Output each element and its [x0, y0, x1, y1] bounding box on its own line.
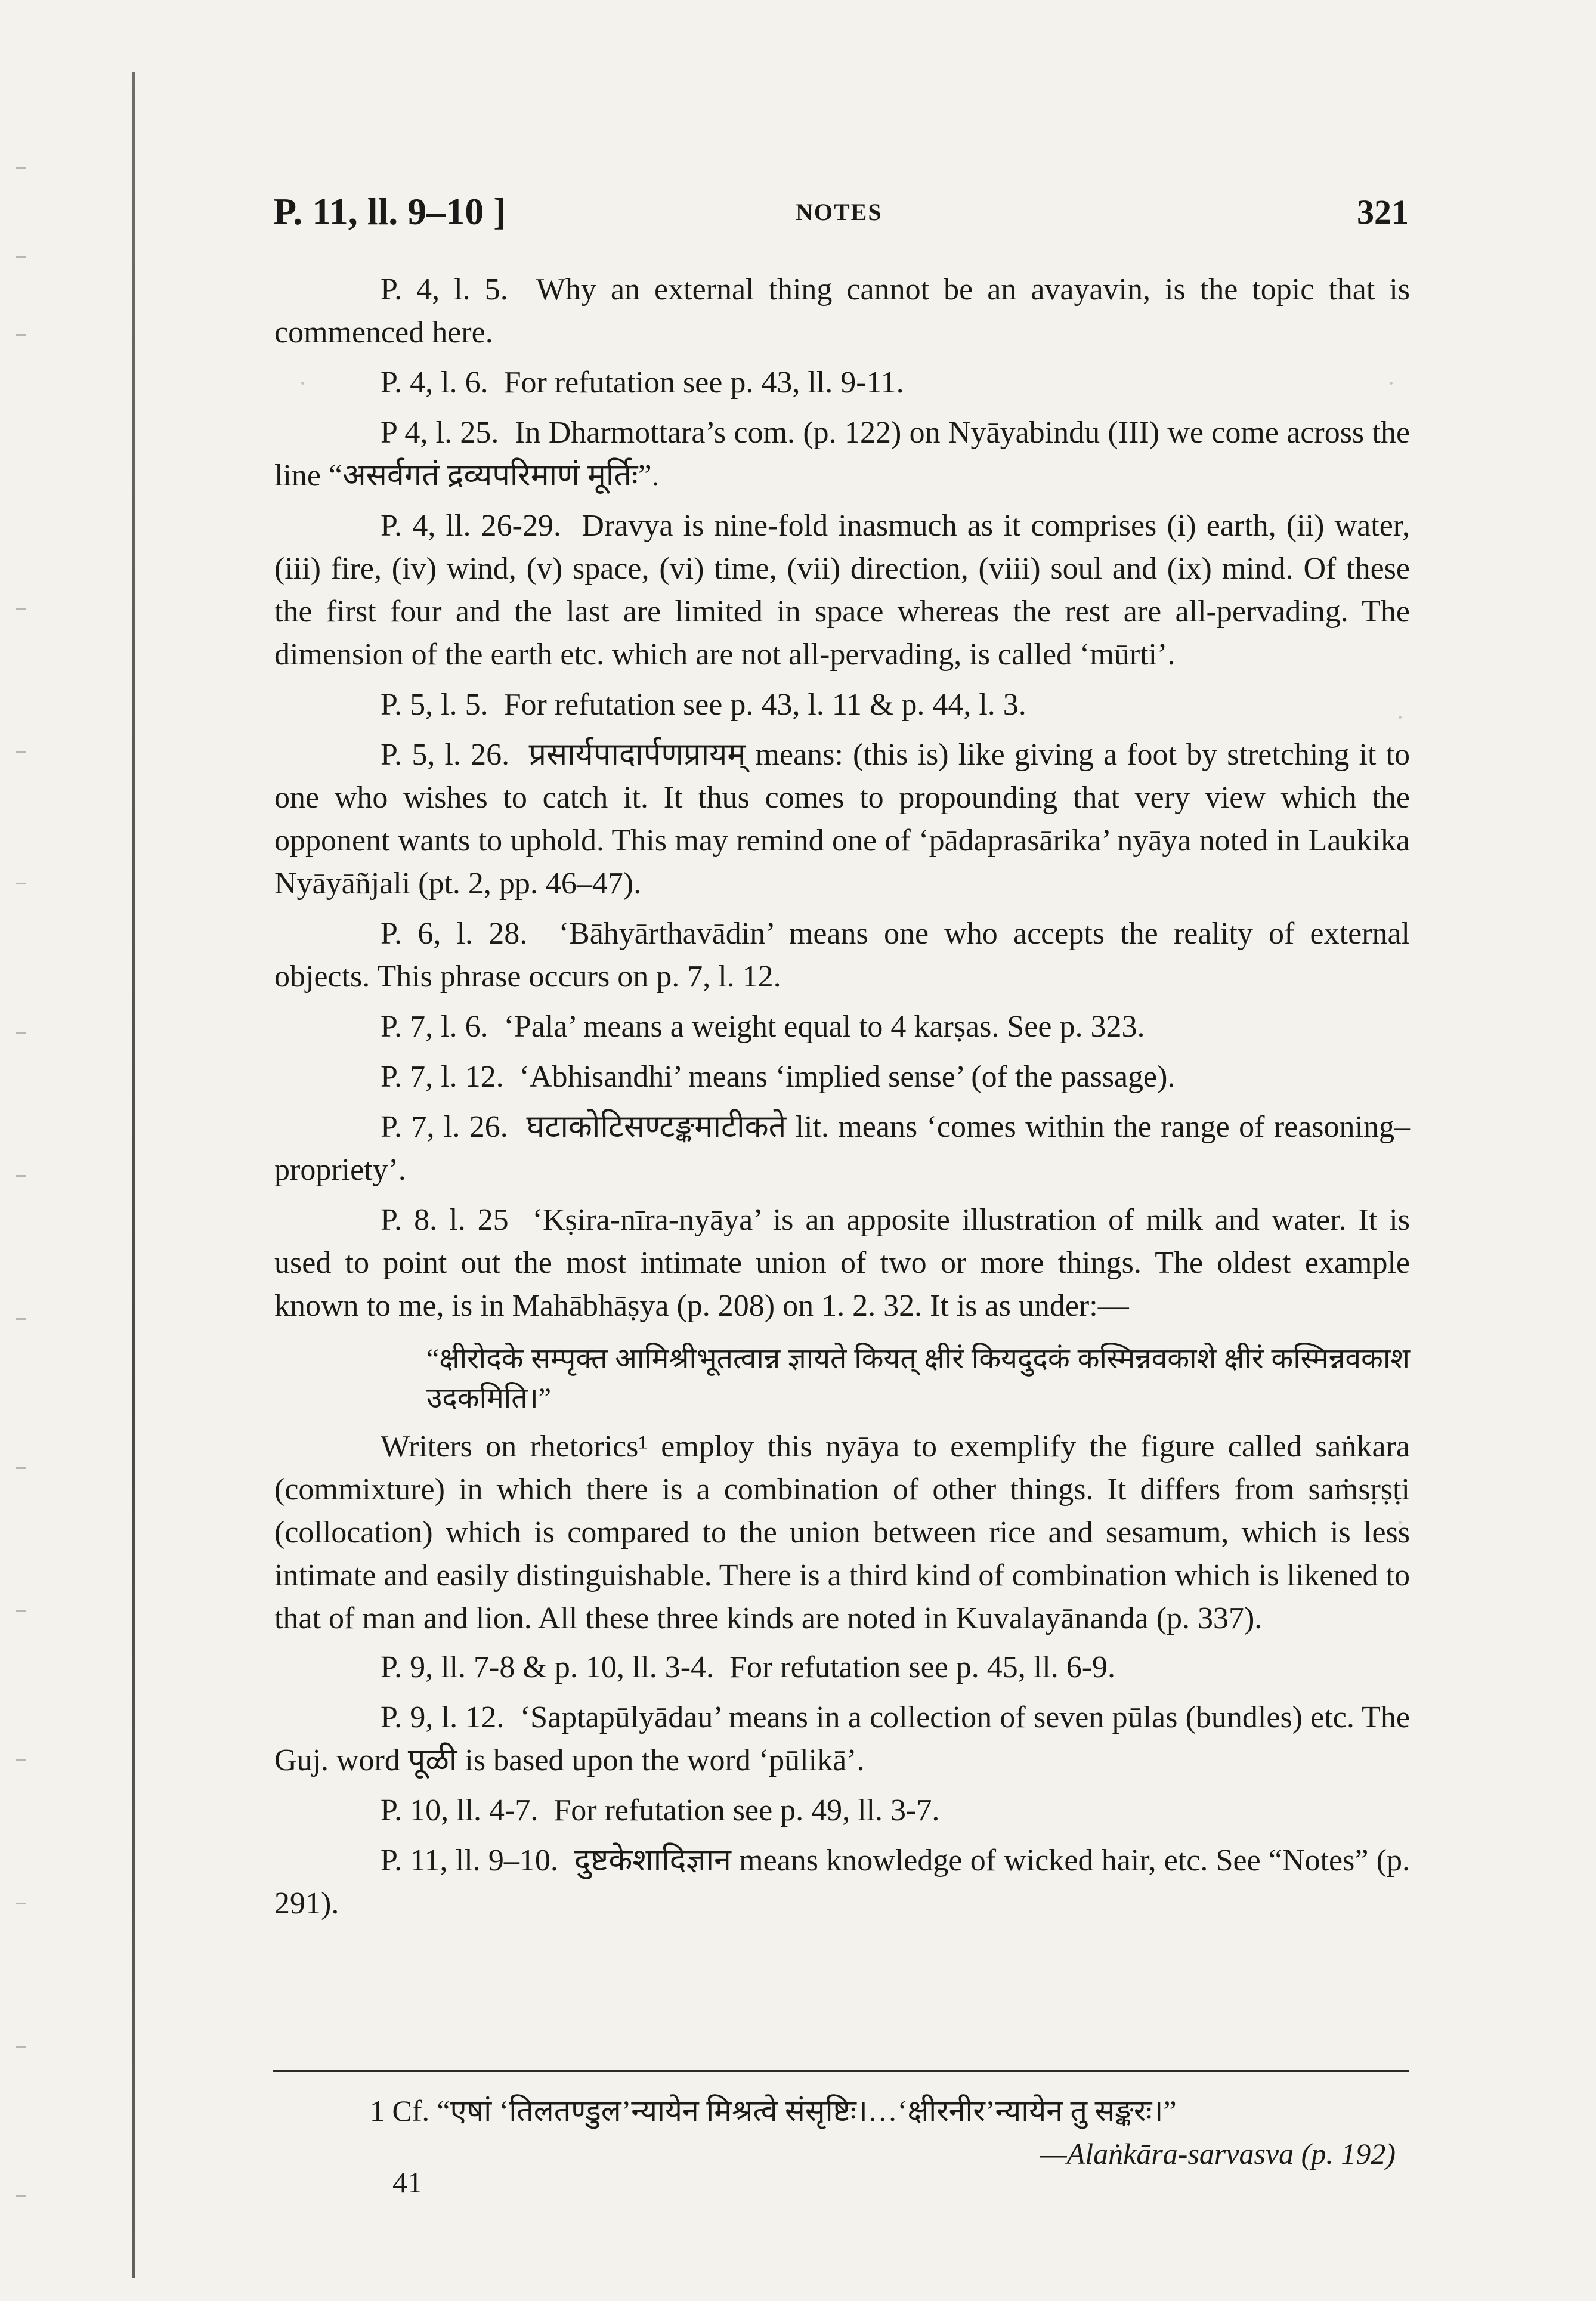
margin-mark [16, 2046, 26, 2048]
note-entry [274, 684, 1410, 726]
note-entry [274, 1056, 1410, 1099]
sanskrit-quotation: “क्षीरोदके सम्पृक्त आमिश्रीभूतत्वान्न ज्ञायते कियत् क्षीरं कियदुदकं कस्मिन्नवकाशे क्षीरं कस्मिन्नवकाश उदकमिति।” [426, 1343, 1410, 1414]
body-paragraph: Writers on rhetorics¹ employ this nyāya to exemplify the figure called saṅkara (commixture) in which there is a combination of other things. It differs from saṁsṛṣṭi (collocation) which is compared to the union between rice and sesamum, which is less intimate and easily distinguishable. There is a third kind of combination which is likened to that of man and lion. All these three kinds are noted in Kuvalayānanda (p. 337). [274, 1430, 1410, 1635]
note-text: प्रसार्यपादार्पणप्रायम् means: (this is) like giving a foot by stretching it to one who wishes to catch it. It thus comes to propounding that very view which the opponent wants to uphold. This may remind one of ‘pādaprasārika’ nyāya noted in Laukika Nyāyāñjali (pt. 2, pp. 46–47). [274, 738, 1411, 901]
note-ref: P. 6, l. 28. [381, 917, 528, 951]
margin-mark [16, 2195, 26, 2197]
note-ref: P. 7, l. 26. [381, 1110, 508, 1144]
note-ref: P. 9, ll. 7-8 & p. 10, ll. 3-4. [381, 1650, 715, 1684]
running-head-left: P. 11, ll. 9–10 ] [273, 190, 506, 233]
note-entry [274, 913, 1410, 998]
margin-mark [16, 608, 26, 610]
footnote [370, 2090, 1396, 2174]
signature-mark: 41 [392, 2166, 422, 2199]
margin-mark [16, 1903, 26, 1904]
note-ref: P. 4, l. 6. [381, 366, 488, 400]
note-entry [274, 412, 1410, 497]
footnote-text: 1 Cf. “एषां ‘तिलतण्डुल’न्यायेन मिश्रत्वे संसृष्टिः।…‘क्षीरनीर’न्यायेन तु सङ्करः।” [370, 2094, 1177, 2127]
note-entry [274, 734, 1410, 905]
note-text: For refutation see p. 49, ll. 3-7. [553, 1793, 940, 1827]
note-ref: P. 11, ll. 9–10. [381, 1844, 558, 1878]
note-text: ‘Pala’ means a weight equal to 4 karṣas. See p. 323. [503, 1010, 1145, 1044]
note-entry [274, 361, 1410, 404]
note-ref: P 4, l. 25. [381, 416, 499, 450]
note-ref: P. 4, ll. 26-29. [381, 509, 561, 543]
note-entry [274, 1789, 1410, 1832]
note-ref: P. 7, l. 12. [381, 1060, 504, 1094]
note-entry [274, 505, 1410, 676]
margin-mark [16, 1175, 26, 1177]
margin-mark [16, 1318, 26, 1320]
running-head-title: NOTES [796, 199, 883, 225]
note-ref: P. 8. l. 25 [381, 1203, 509, 1237]
note-text: For refutation see p. 43, l. 11 & p. 44, l. 3. [503, 688, 1026, 722]
note-ref: P. 7, l. 6. [381, 1010, 488, 1044]
footnote-source: —Alaṅkāra-sarvasva (p. 192) [1040, 2137, 1396, 2170]
note-ref: P. 5, l. 26. [381, 738, 510, 772]
note-text: दुष्टकेशादिज्ञान means knowledge of wicked hair, etc. See “Notes” (p. 291). [274, 1844, 1410, 1920]
page-number: 321 [1357, 193, 1409, 231]
note-text: ‘Saptapūlyādau’ means in a collection of seven pūlas (bundles) etc. The Guj. word पूळी is based upon the word ‘pūlikā’. [274, 1700, 1410, 1777]
page-binding-edge [132, 72, 135, 2278]
margin-mark [16, 1467, 26, 1469]
margin-mark [16, 1032, 26, 1034]
note-text: For refutation see p. 45, ll. 6-9. [729, 1650, 1116, 1684]
margin-mark [16, 1759, 26, 1761]
note-entry [274, 268, 1410, 354]
note-entry [274, 1696, 1410, 1782]
note-ref: P. 4, l. 5. [381, 273, 508, 307]
note-ref: P. 9, l. 12. [381, 1700, 505, 1734]
note-text: Dravya is nine-fold inasmuch as it comprises (i) earth, (ii) water, (iii) fire, (iv) wind, (v) space, (vi) time, (vii) direction, (viii) soul and (ix) mind. Of these the first four and the last are limited in space whereas the rest are all-pervading. The dimension of the earth etc. which are not all-pervading, is called ‘mūrti’. [274, 509, 1411, 672]
note-text: ‘Bāhyārthavādin’ means one who accepts the reality of external objects. This phrase occurs on p. 7, l. 12. [274, 917, 1410, 994]
note-text: Why an external thing cannot be an avayavin, is the topic that is commenced here. [274, 273, 1410, 350]
note-ref: P. 5, l. 5. [381, 688, 488, 722]
note-text: In Dharmottara’s com. (p. 122) on Nyāyabindu (III) we come across the line “असर्वगतं द्रव्यपरिमाणं मूर्तिः”. [274, 416, 1411, 493]
margin-mark [16, 167, 26, 169]
margin-mark [16, 883, 26, 884]
note-entry [274, 1106, 1410, 1192]
running-header [273, 190, 1409, 243]
note-text: ‘Abhisandhi’ means ‘implied sense’ (of the passage). [519, 1060, 1176, 1094]
note-text: घटाकोटिसण्टङ्कमाटीकते lit. means ‘comes within the range of reasoning–propriety’. [274, 1110, 1410, 1187]
note-text: ‘Kṣira-nīra-nyāya’ is an apposite illustration of milk and water. It is used to point out the most intimate union of two or more things. The oldest example known to me, is in Mahābhāṣya (p. 208) on 1. 2. 32. It is as under:— [274, 1203, 1410, 1323]
margin-mark [16, 751, 26, 753]
note-entry [274, 1006, 1410, 1049]
margin-mark [16, 1610, 26, 1612]
note-entry [274, 1839, 1410, 1925]
note-ref: P. 10, ll. 4-7. [381, 1793, 539, 1827]
note-entry [274, 1646, 1410, 1689]
note-entry [274, 1199, 1410, 1328]
footnote-rule [273, 2070, 1409, 2072]
notes-body [274, 268, 1410, 1932]
note-text: For refutation see p. 43, ll. 9-11. [503, 366, 904, 400]
margin-mark [16, 256, 26, 258]
margin-mark [16, 334, 26, 336]
